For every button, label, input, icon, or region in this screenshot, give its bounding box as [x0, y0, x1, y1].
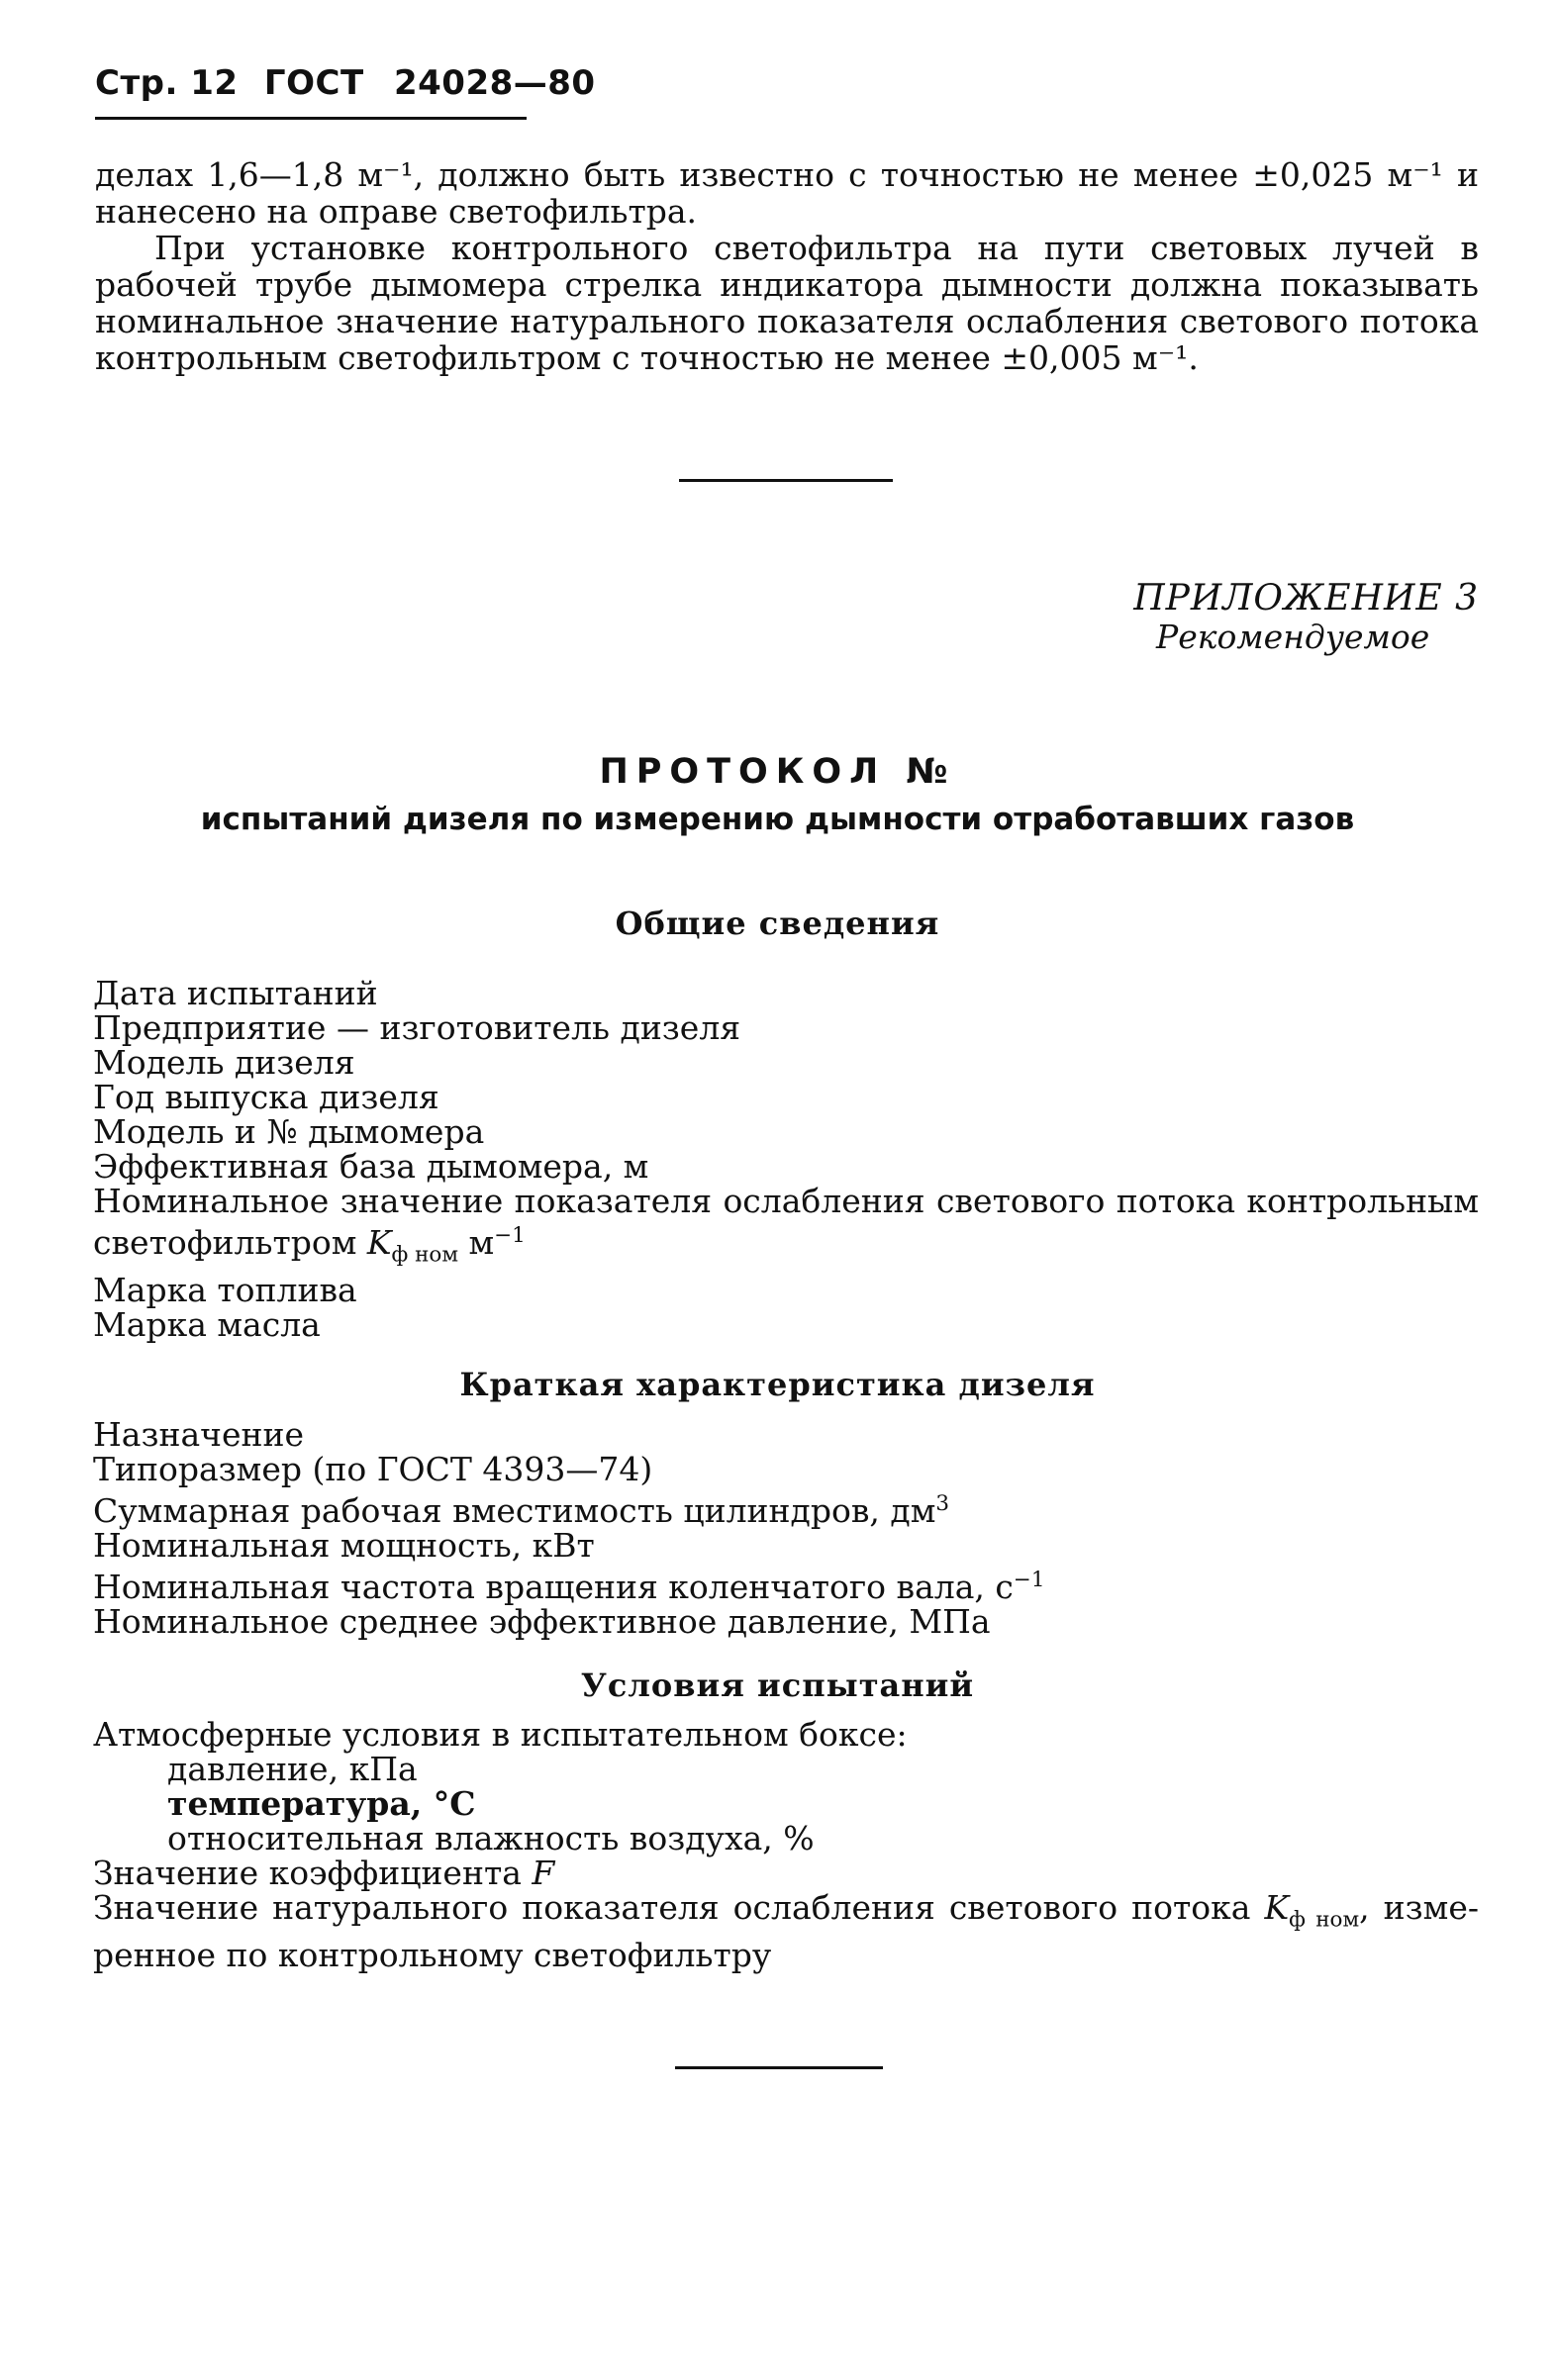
field-natural-value-line2: ренное по контрольному светофильтру: [93, 1935, 772, 1974]
natural-value-tail: , изме-: [1359, 1888, 1479, 1927]
brief-section-title: Краткая характеристика дизеля: [459, 1366, 1096, 1403]
intro-paragraph-1: делах 1,6—1,8 м⁻¹, должно быть известно с точностью не менее ±0,025 м⁻¹ и нанесено на оправе светофильтра.: [95, 155, 1479, 231]
coefficient-text: Значение коэффициента: [93, 1854, 522, 1892]
protocol-subtitle: испытаний дизеля по измерению дымности отработавших газов: [200, 802, 1355, 837]
field-fuel: Марка топлива: [93, 1270, 357, 1309]
speed-text: Номинальная частота вращения коленчатого вала, с: [93, 1568, 1014, 1606]
page-label: Стр. 12: [95, 63, 239, 103]
field-atmos: Атмосферные условия в испытательном боксе:: [93, 1715, 908, 1754]
standard-number: 24028—80: [393, 63, 596, 103]
displacement-text: Суммарная рабочая вместимость цилиндров, дм: [93, 1491, 936, 1530]
field-mean-pressure: Номинальное среднее эффективное давление, МПа: [93, 1602, 991, 1641]
field-pressure: давление, кПа: [167, 1750, 418, 1788]
k-symbol: K: [366, 1223, 392, 1262]
unit-m: м: [468, 1223, 495, 1262]
section-divider: [679, 479, 893, 482]
field-humidity: относительная влажность воздуха, %: [167, 1819, 815, 1857]
field-engine-model: Модель дизеля: [93, 1043, 355, 1082]
natural-value-text: Значение натурального показателя ослабления светового потока: [93, 1888, 1251, 1927]
conditions-section: [93, 1717, 1479, 1972]
field-year: Год выпуска дизеля: [93, 1078, 439, 1116]
field-speed: [93, 1563, 1479, 1604]
page-header: [95, 63, 596, 103]
displacement-exponent: 3: [935, 1491, 950, 1516]
field-displacement: [93, 1486, 1479, 1528]
field-manufacturer: Предприятие — изготовитель дизеля: [93, 1008, 741, 1047]
field-power: Номинальная мощность, кВт: [93, 1526, 595, 1565]
appendix-title: ПРИЛОЖЕНИЕ 3: [1133, 578, 1479, 619]
general-section-title: Общие сведения: [615, 904, 940, 942]
natural-k-subscript: ф ном: [1289, 1907, 1360, 1933]
natural-k-symbol: K: [1264, 1888, 1290, 1927]
field-size-type: Типоразмер (по ГОСТ 4393—74): [93, 1450, 653, 1488]
standard-label: ГОСТ: [263, 63, 364, 103]
field-test-date: Дата испытаний: [93, 974, 378, 1012]
brief-section: [93, 1417, 1479, 1639]
nominal-filter-text: светофильтром: [93, 1223, 357, 1262]
k-subscript: ф ном: [391, 1242, 459, 1268]
intro-paragraph-2: При установке контрольного светофильтра на пути световых лучей в рабочей трубе дымомера стрелка индикатора дымности должна показывать номинальное значение натурального показателя ослабления светового потока контрольным светофильтром с точностью не менее ±0,005 м⁻¹.: [95, 229, 1479, 377]
field-base: Эффективная база дымомера, м: [93, 1147, 649, 1186]
header-rule: [95, 117, 527, 120]
field-nominal-value-line2: [93, 1218, 1479, 1273]
general-section: [93, 976, 1479, 1342]
conditions-section-title: Условия испытаний: [580, 1666, 975, 1704]
field-purpose: Назначение: [93, 1415, 304, 1454]
field-natural-value-line1: [93, 1890, 1479, 1938]
end-divider: [675, 2066, 883, 2069]
field-nominal-value-line1: Номинальное значение показателя ослабления светового потока контрольным: [93, 1182, 1479, 1220]
unit-exponent: −1: [494, 1223, 526, 1248]
speed-exponent: −1: [1013, 1568, 1045, 1592]
field-temperature: температура, °С: [167, 1784, 476, 1823]
field-oil: Марка масла: [93, 1304, 321, 1344]
coefficient-symbol: F: [532, 1854, 555, 1892]
field-coefficient: [93, 1856, 1479, 1890]
field-smokemeter: Модель и № дымомера: [93, 1112, 485, 1151]
appendix-subtitle: Рекомендуемое: [1156, 618, 1430, 656]
protocol-title: ПРОТОКОЛ №: [599, 752, 956, 792]
